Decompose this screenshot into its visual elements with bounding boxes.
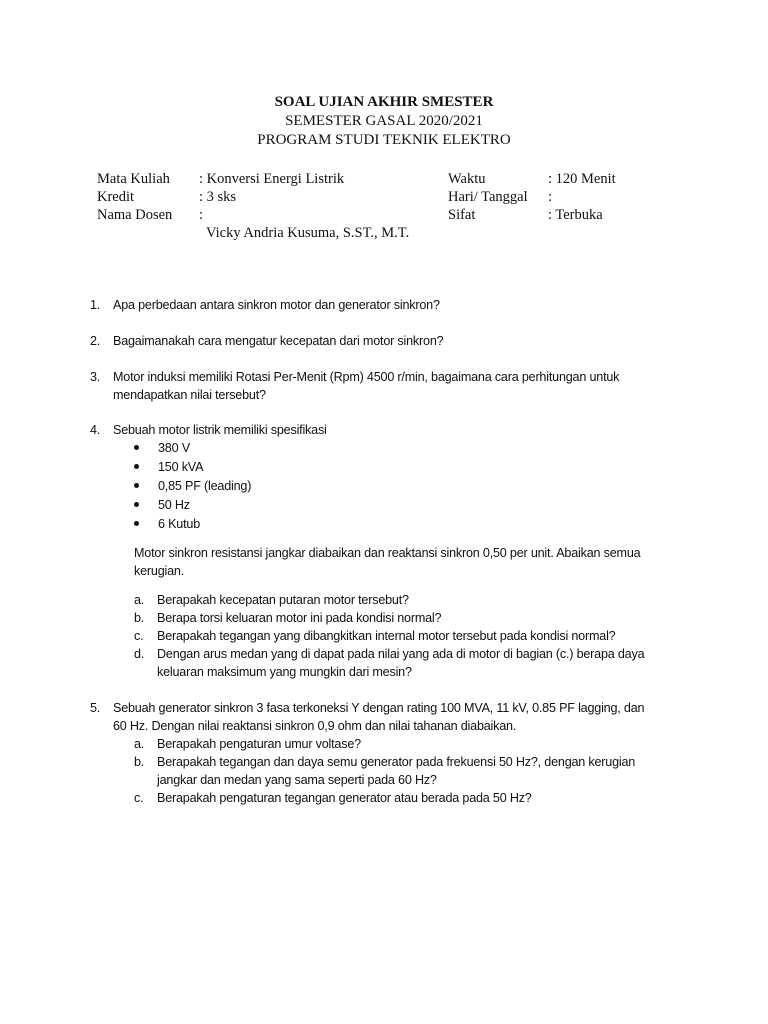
info-value: : 120 Menit: [548, 171, 616, 187]
sub-letter: d.: [134, 647, 145, 661]
question-number: 3.: [90, 370, 101, 384]
exam-title: SOAL UJIAN AKHIR SMESTER: [274, 94, 494, 110]
info-row-course: [97, 170, 437, 188]
sub-letter: a.: [134, 593, 145, 607]
question-5: [90, 699, 680, 807]
sub-text: Berapakah tegangan yang dibangkitkan internal motor tersebut pada kondisi normal?: [157, 629, 616, 643]
info-label: Waktu: [448, 171, 486, 187]
sub-question-b: [134, 609, 680, 627]
info-row-lecturer: [97, 206, 437, 224]
info-label: Kredit: [97, 189, 135, 205]
question-text-line: mendapatkan nilai tersebut?: [113, 388, 266, 402]
spec-text: 150 kVA: [158, 460, 204, 474]
spec-item: [134, 439, 680, 458]
spec-text: 6 Kutub: [158, 517, 201, 531]
sub-text: Berapakah pengaturan tegangan generator atau berada pada 50 Hz?: [157, 791, 532, 805]
sub-question-d: [134, 645, 680, 681]
info-label: Nama Dosen: [97, 207, 173, 223]
bullet-icon: [134, 483, 139, 488]
spec-item: [134, 458, 680, 477]
spec-text: 380 V: [158, 441, 190, 455]
question-3: [90, 368, 680, 404]
info-value: :: [548, 189, 553, 205]
spec-item: [134, 477, 680, 496]
question-number: 4.: [90, 423, 101, 437]
info-value: :: [199, 207, 204, 223]
question-list: [90, 296, 680, 807]
info-row-nature: [448, 206, 688, 224]
spec-text: 0,85 PF (leading): [158, 479, 252, 493]
info-row-credit: [97, 188, 437, 206]
question-text: Apa perbedaan antara sinkron motor dan generator sinkron?: [113, 298, 440, 312]
bullet-icon: [134, 445, 139, 450]
info-value: : Terbuka: [548, 207, 603, 223]
question-text: Bagaimanakah cara mengatur kecepatan dari motor sinkron?: [113, 334, 444, 348]
bullet-icon: [134, 521, 139, 526]
sub-text: Berapakah pengaturan umur voltase?: [157, 737, 361, 751]
bullet-icon: [134, 502, 139, 507]
sub-question-a: [134, 735, 680, 753]
question-number: 2.: [90, 334, 101, 348]
semester-line: SEMESTER GASAL 2020/2021: [285, 113, 483, 129]
sub-question-c: [134, 627, 680, 645]
sub-text: keluaran maksimum yang mungkin dari mesin?: [157, 665, 412, 679]
bullet-icon: [134, 464, 139, 469]
course-info-right: [448, 170, 688, 224]
sub-text: Dengan arus medan yang di dapat pada nilai yang ada di motor di bagian (c.) berapa daya: [157, 647, 645, 661]
question-number: 1.: [90, 298, 101, 312]
info-row-time: [448, 170, 688, 188]
question-text-line: Motor induksi memiliki Rotasi Per-Menit (Rpm) 4500 r/min, bagaimana cara perhitungan untuk: [113, 370, 620, 384]
sub-question-list: [113, 591, 680, 681]
paragraph-line: kerugian.: [134, 564, 185, 578]
sub-text: Berapa torsi keluaran motor ini pada kondisi normal?: [157, 611, 442, 625]
info-row-date: [448, 188, 688, 206]
sub-question-c: [134, 789, 680, 807]
program-line: PROGRAM STUDI TEKNIK ELEKTRO: [257, 132, 511, 148]
question-paragraph: [113, 544, 680, 580]
question-2: [90, 332, 680, 350]
course-info-left: [97, 170, 437, 241]
sub-text: Berapakah tegangan dan daya semu generator pada frekuensi 50 Hz?, dengan kerugian: [157, 755, 636, 769]
sub-text: Berapakah kecepatan putaran motor tersebut?: [157, 593, 409, 607]
paragraph-line: Motor sinkron resistansi jangkar diabaikan dan reaktansi sinkron 0,50 per unit. Abaikan semua: [134, 546, 641, 560]
question-text: Sebuah motor listrik memiliki spesifikasi: [113, 423, 327, 437]
sub-letter: c.: [134, 629, 144, 643]
info-label: Mata Kuliah: [97, 171, 170, 187]
question-4: [90, 421, 680, 681]
spec-item: [134, 496, 680, 515]
question-text-line: Sebuah generator sinkron 3 fasa terkoneksi Y dengan rating 100 MVA, 11 kV, 0.85 PF lagging, dan: [113, 701, 645, 715]
sub-question-a: [134, 591, 680, 609]
sub-letter: a.: [134, 737, 145, 751]
info-label: Hari/ Tanggal: [448, 189, 528, 205]
sub-question-b: [134, 753, 680, 789]
sub-question-list: [113, 735, 680, 807]
question-1: [90, 296, 680, 314]
info-value: : Konversi Energi Listrik: [199, 171, 345, 187]
exam-header: [0, 93, 768, 150]
question-text-line: 60 Hz. Dengan nilai reaktansi sinkron 0,9 ohm dan nilai tahanan diabaikan.: [113, 719, 517, 733]
spec-item: [134, 515, 680, 534]
spec-list: [113, 439, 680, 534]
sub-letter: b.: [134, 755, 145, 769]
info-label: Sifat: [448, 207, 476, 223]
lecturer-name: Vicky Andria Kusuma, S.ST., M.T.: [206, 225, 410, 241]
sub-text: jangkar dan medan yang sama seperti pada 60 Hz?: [157, 773, 437, 787]
info-value: : 3 sks: [199, 189, 237, 205]
question-number: 5.: [90, 701, 101, 715]
sub-letter: c.: [134, 791, 144, 805]
spec-text: 50 Hz: [158, 498, 190, 512]
sub-letter: b.: [134, 611, 145, 625]
